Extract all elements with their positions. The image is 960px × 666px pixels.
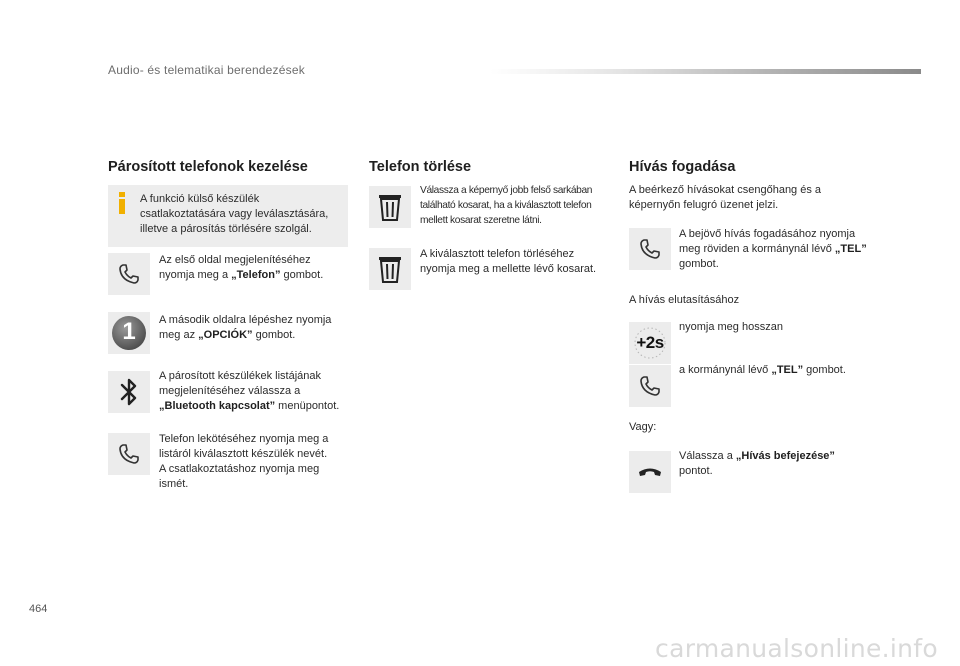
incoming-call-intro: A beérkező hívásokat csengőhang és a képernyőn felugró üzenet jelzi. [629,184,822,211]
section-title-delete-phone: Telefon törlése [369,159,472,175]
step-text-delete-phone: A kiválasztott telefon törléséhez nyomja meg a mellette lévő kosarat. [420,248,597,275]
tel-button-icon-box [629,228,671,270]
chapter-title: Audio- és telematikai berendezések [108,63,305,77]
bluetooth-icon-box [108,371,150,413]
info-icon [115,192,129,214]
section-title-receive-call: Hívás fogadása [629,159,736,175]
info-text: A funkció külső készülék csatlakoztatására vagy leválasztására, illetve a párosítás törlésére szolgál. [140,193,329,235]
phone-select-icon-box [108,433,150,475]
options-button-icon-box [108,312,150,354]
wheel-tel-icon-box [629,365,671,407]
trash-icon [377,254,403,284]
step-text-end-call: Válassza a „Hívás befejezése” pontot. [679,450,835,477]
number-one-label: 1 [122,318,136,345]
header-decorative-bar [490,69,921,74]
step-text-phone: Az első oldal megjelenítéséhez nyomja meg a „Telefon” gombot. [159,254,324,281]
step-text-select-trash: Válassza a képernyő jobb felső sarkában található kosarat, ha a kiválasztott telefon mellett kosarat szeretne látni. [420,185,593,226]
trash-icon [377,192,403,222]
info-box [108,185,348,247]
step-text-hold: nyomja meg hosszan [679,321,783,333]
phone-button-icon-box [108,253,150,295]
step-text-bluetooth: A párosított készülékek listájának megjelenítéséhez válassza a „Bluetooth kapcsolat” menüpontot. [159,370,340,412]
hang-up-icon [636,462,664,482]
step-text-wheel-tel: a kormánynál lévő „TEL” gombot. [679,364,846,376]
or-label: Vagy: [629,421,657,433]
phone-icon [115,260,143,288]
step-text-disconnect: Telefon lekötéséhez nyomja meg a listáról kiválasztott készülék nevét. A csatlakoztatáshoz nyomja meg ismét. [159,433,329,490]
phone-icon [636,235,664,263]
phone-icon [115,440,143,468]
end-call-icon-box [629,451,671,493]
watermark: carmanualsonline.info [655,634,938,663]
step-text-options: A második oldalra lépéshez nyomja meg az „OPCIÓK” gombot. [159,314,332,341]
trash-icon-box-1 [369,186,411,228]
long-press-label: +2s [636,333,664,352]
long-press-icon-box [629,322,671,364]
page-number: 464 [29,603,48,615]
step-text-accept-call: A bejövő hívás fogadásához nyomja meg röviden a kormánynál lévő „TEL” gombot. [679,228,867,270]
reject-call-heading: A hívás elutasításához [629,294,740,306]
trash-icon-box-2 [369,248,411,290]
phone-icon [636,372,664,400]
bluetooth-icon [117,376,141,408]
section-title-paired-phones: Párosított telefonok kezelése [108,159,308,175]
